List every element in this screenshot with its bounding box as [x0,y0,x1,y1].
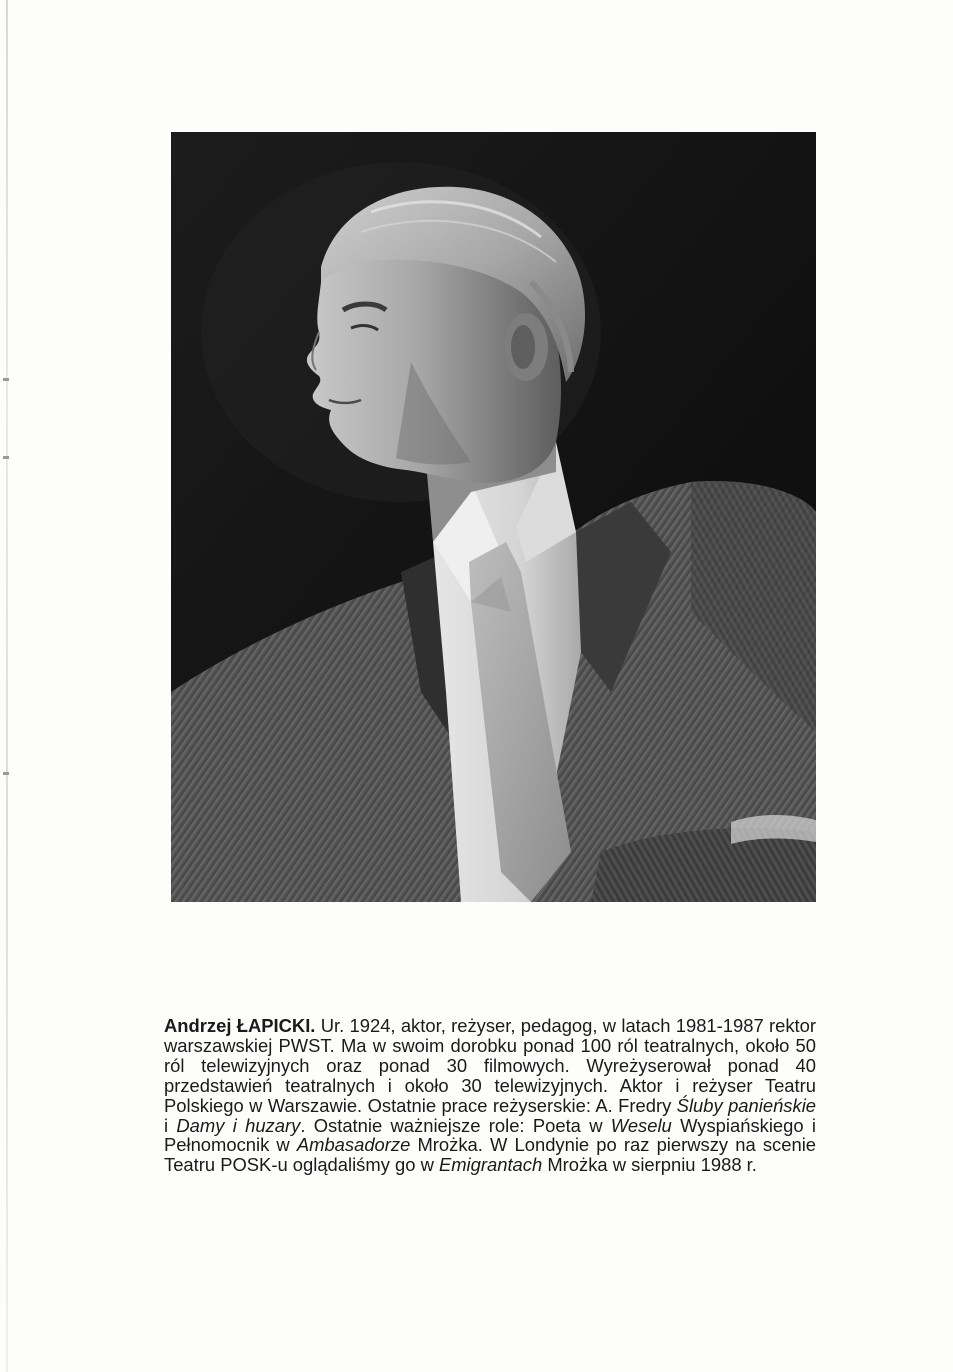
portrait-photo [171,132,816,902]
caption-text: Mrożka. W Londynie po raz pierwszy na scenie Teatru POSK-u oglądaliśmy go w [164,1134,817,1176]
work-title: Śluby panieńskie [676,1094,817,1116]
scan-edge-mark [3,456,9,459]
caption-text: Ur. 1924, aktor, reżyser, pedagog, w latach 1981-1987 rektor warszawskiej PWST. Ma w swoim dorobku ponad 100 ról teatralnych, około 50 ról telewizyjnych oraz ponad 30 filmowych. Wyreżyserował ponad 40 przedstawień teatralnych i około 30 telewizyjnych. Aktor i reżyser Teatru Polskiego w Warszawie. Ostatnie prace reżyserskie: A. Fredry [164,1015,816,1116]
scan-edge-line [6,0,8,1372]
work-title: Weselu [610,1114,672,1136]
caption-text: . Ostatnie ważniejsze role: Poeta w [300,1114,611,1136]
caption-text: Mrożka w sierpniu 1988 r. [542,1154,757,1176]
caption-text: i [164,1114,177,1136]
person-name: Andrzej ŁAPICKI. [164,1015,316,1036]
work-title: Damy i huzary [176,1114,301,1136]
work-title: Ambasadorze [296,1134,411,1156]
scan-edge-mark [3,772,9,775]
caption-text: Wyspiańskiego i Pełnomocnik w [164,1114,817,1156]
work-title: Emigrantach [438,1154,543,1176]
portrait-illustration [171,132,816,902]
biography-caption [164,1016,816,1175]
scan-edge-mark [3,378,9,381]
